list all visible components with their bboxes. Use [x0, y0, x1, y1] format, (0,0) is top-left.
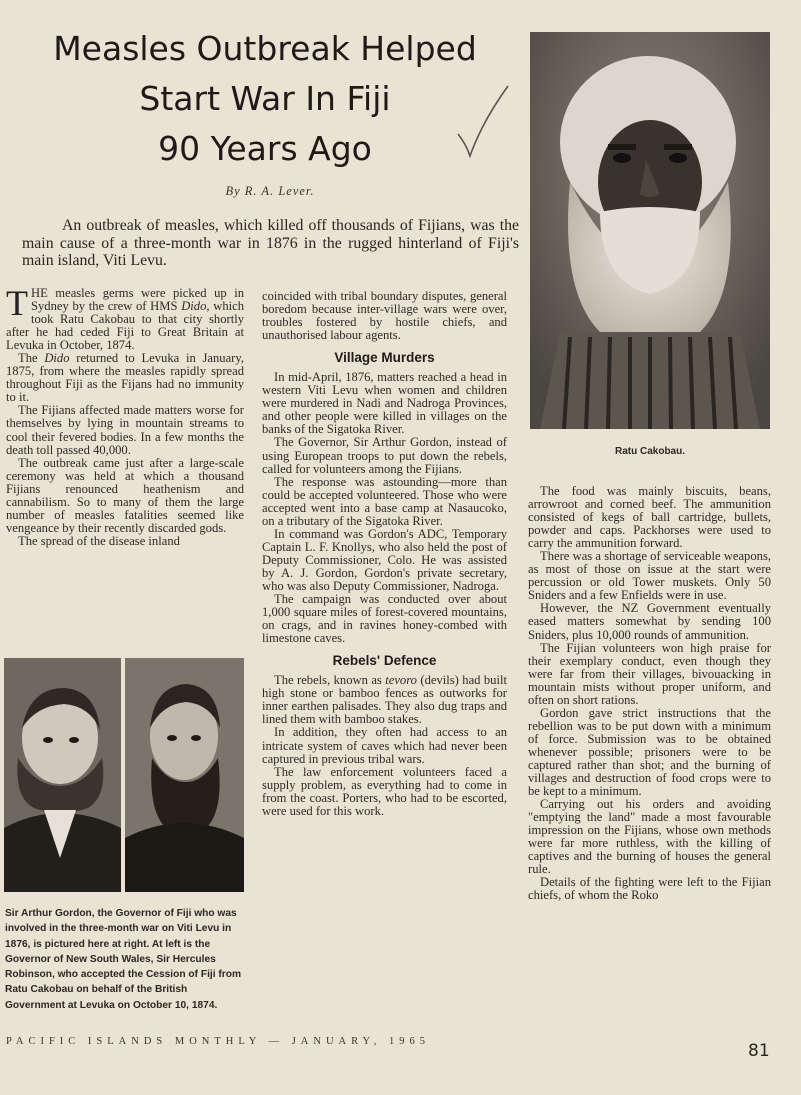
headline-line-1: Measles Outbreak Helped	[53, 29, 477, 68]
paragraph: coincided with tribal boundary disputes, general boredom because inter-village wars were over, troubles fostered by hostile chiefs, and unauthorised labour agents.	[262, 289, 507, 343]
paragraph: The Dido returned to Levuka in January, 1875, from where the measles rapidly spread throughout Fiji as the Fijans had no immunity to it.	[6, 351, 244, 405]
paragraph: Details of the fighting were left to the Fijian chiefs, of whom the Roko	[528, 875, 771, 903]
portrait-ratu-cakobau	[530, 32, 770, 429]
paragraph: In command was Gordon's ADC, Temporary Captain L. F. Knollys, who also held the post of Deputy Commissioner, Colo. He was assisted by A. J. Gordon, Gordon's private secretary, who was also Deputy Commissioner, Nadroga.	[262, 526, 507, 593]
paragraph: The rebels, known as tevoro (devils) had built high stone or bamboo fences as outworks for inner earthen palisades. They also dug traps and lined them with bamboo stakes.	[262, 673, 507, 727]
caption-ratu-cakobau: Ratu Cakobau.	[614, 446, 685, 457]
drop-cap: T	[6, 283, 28, 323]
paragraph: The Fijian volunteers won high praise for their exemplary conduct, even though they were far from their villages, bivouacking in mountain mists without proper uniform, and often on short rations.	[528, 640, 771, 707]
paragraph: In mid-April, 1876, matters reached a head in western Viti Levu when women and children were murdered in Nadi and Nadroga Provinces, and other people were killed in villages on the banks of the Sigatoka River.	[262, 370, 507, 437]
paragraph: The campaign was conducted over about 1,000 square miles of forest-covered mountains, on crags, and in ravines honey-combed with limestone caves.	[262, 592, 507, 646]
paragraph: The Fijians affected made matters worse for themselves by lying in mountain streams to cool their fevered bodies. In a few months the death toll passed 40,000.	[6, 403, 244, 457]
caption-governors: Sir Arthur Gordon, the Governor of Fiji who was involved in the three-month war on Viti Levu in 1876, is pictured here at right. At left is the Governor of New South Wales, Sir Hercules Robinson, who accepted the Cession of Fiji from Ratu Cakobau on behalf of the British Government at Levuka on October 10, 1874.	[5, 908, 242, 1011]
portraits-illustration	[4, 658, 244, 892]
paragraph: The spread of the disease inland	[18, 533, 180, 548]
paragraph: Carrying out his orders and avoiding "emptying the land" made a most favourable impression on the Fijians, whose own methods were far more ruthless, with the killing of captives and the burning of houses the general rule.	[528, 797, 771, 877]
subhead-village-murders: Village Murders	[334, 350, 435, 366]
paragraph: The Governor, Sir Arthur Gordon, instead of using European troops to put down the rebels, called for volunteers among the Fijians.	[262, 435, 507, 476]
subhead-rebels-defence: Rebels' Defence	[332, 653, 437, 669]
article-column-2	[262, 290, 507, 818]
portraits-robinson-and-gordon	[4, 658, 244, 892]
paragraph: In addition, they often had access to an intricate system of caves which had never been captured in previous tribal wars.	[262, 725, 507, 766]
article-column-3	[528, 485, 771, 903]
headline-line-3: 90 Years Ago	[158, 129, 372, 168]
headline-line-2: Start War In Fiji	[139, 79, 391, 118]
paragraph: The response was astounding—more than could be accepted volunteered. Those who were accepted went into a base camp at Nasaucoko, on a tributary of the Sigatoka River.	[262, 474, 507, 528]
paragraph: There was a shortage of serviceable weapons, as most of those on issue at the start were percussion or old Tower muskets. Only 50 Sniders and a few Enfields were in use.	[528, 549, 771, 603]
paragraph: However, the NZ Government eventually eased matters somewhat by sending 100 Sniders, plus 10,000 rounds of ammunition.	[528, 601, 771, 642]
article-column-1	[6, 283, 245, 548]
headline	[20, 24, 510, 174]
portrait-illustration	[530, 32, 770, 429]
paragraph: Gordon gave strict instructions that the rebellion was to be put down with a minimum of force. Submission was to be obtained whenever possible; prisoners were to be captured rather than shot; and the burning of villages and destruction of food crops were to be kept to a minimum.	[528, 705, 771, 799]
handwritten-checkmark-icon	[452, 82, 512, 162]
paragraph: The law enforcement volunteers faced a supply problem, as everything had to come in from the coast. Porters, who had to be escorted, were used for this work.	[262, 764, 507, 818]
paragraph: The outbreak came just after a large-scale ceremony was held at which a thousand Fijians renounced heathenism and cannabilism. So to many of them the large number of measles fatalities seemed like vengeance by their recently discarded gods.	[6, 455, 244, 535]
page-number: 81	[748, 1041, 770, 1061]
paragraph: The food was mainly biscuits, beans, arrowroot and corned beef. The ammunition consisted of kegs of ball cartridge, bullets, powder and caps. Packhorses were used to carry the ammunition forward.	[528, 484, 771, 551]
footer-publication: PACIFIC ISLANDS MONTHLY — JANUARY, 1965	[6, 1036, 431, 1047]
byline: By R. A. Lever.	[225, 184, 315, 198]
intro-paragraph: An outbreak of measles, which killed off thousands of Fijians, was the main cause of a three-month war in 1876 in the rugged hinterland of Fiji's main island, Viti Levu.	[22, 217, 519, 269]
paragraph: THE measles germs were picked up in Sydney by the crew of HMS Dido, which took Ratu Cakobau to that city shortly after he had ceded Fiji to Great Britain at Levuka in October, 1874.	[6, 283, 245, 353]
